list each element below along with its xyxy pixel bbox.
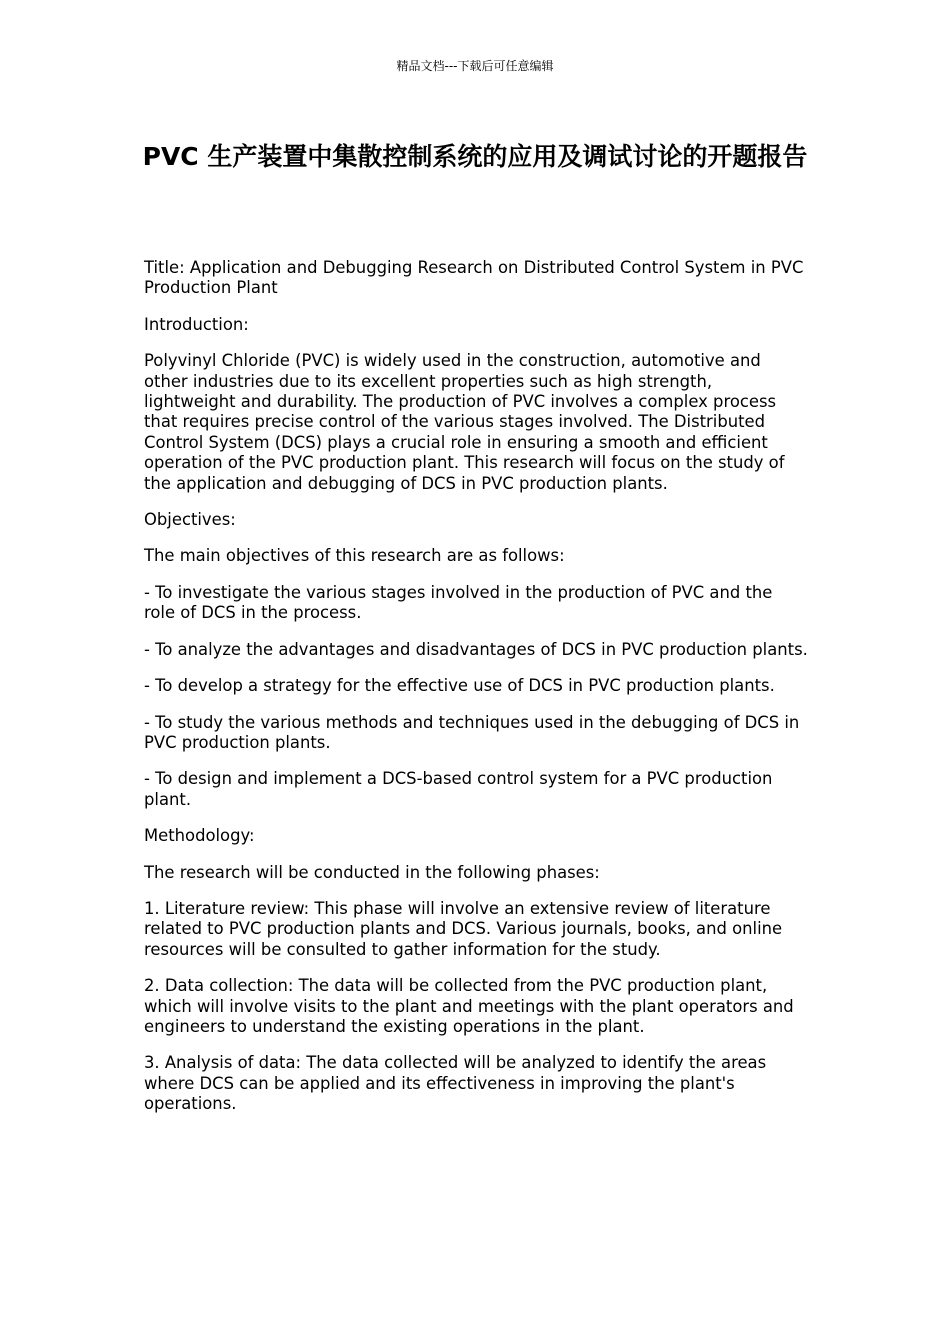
objective-item: - To investigate the various stages involved in the production of PVC and the role of DCS in the process. <box>144 582 773 623</box>
paragraph-title-line: Title: Application and Debugging Research on Distributed Control System in PVC Production Plant <box>144 258 804 298</box>
paragraph-methodology-intro: The research will be conducted in the following phases: <box>144 862 600 882</box>
heading-methodology: Methodology: <box>144 826 255 846</box>
heading-objectives: Objectives: <box>144 510 236 530</box>
paragraph-introduction: Polyvinyl Chloride (PVC) is widely used in the construction, automotive and other industries due to its excellent properties such as high strength, lightweight and durability. The production of PVC involves a complex process that requires precise control of the various stages involved. The Distributed Control System (DCS) plays a crucial role in ensuring a smooth and efficient operation of the PVC production plant. This research will focus on the study of the application and debugging of DCS in PVC production plants. <box>144 351 785 493</box>
objective-item: - To develop a strategy for the effective use of DCS in PVC production plants. <box>144 676 775 696</box>
page-header-watermark: 精品文档---下载后可任意编辑 <box>396 59 554 73</box>
methodology-phase: 1. Literature review: This phase will involve an extensive review of literature related to PVC production plants and DCS. Various journals, books, and online resources will be consulted to gather information for the study. <box>144 898 783 959</box>
document-body <box>144 258 808 1131</box>
heading-introduction: Introduction: <box>144 314 249 334</box>
objective-item: - To study the various methods and techniques used in the debugging of DCS in PVC production plants. <box>144 712 800 752</box>
methodology-phase: 3. Analysis of data: The data collected will be analyzed to identify the areas where DCS can be applied and its effectiveness in improving the plant's operations. <box>144 1053 767 1114</box>
objective-item: - To design and implement a DCS-based control system for a PVC production plant. <box>144 769 773 809</box>
objective-item: - To analyze the advantages and disadvantages of DCS in PVC production plants. <box>144 639 808 659</box>
document-title: PVC 生产装置中集散控制系统的应用及调试讨论的开题报告 <box>142 142 808 171</box>
methodology-phase: 2. Data collection: The data will be collected from the PVC production plant, which will involve visits to the plant and meetings with the plant operators and engineers to understand the existing operations in the plant. <box>144 976 794 1036</box>
paragraph-objectives-intro: The main objectives of this research are as follows: <box>144 546 565 566</box>
